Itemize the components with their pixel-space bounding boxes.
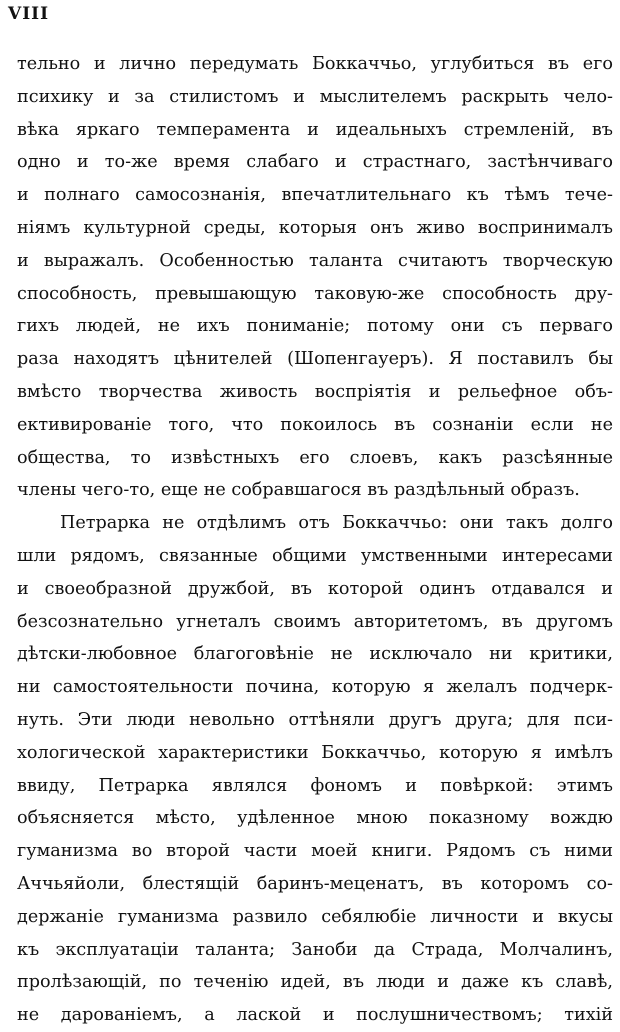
text-line: и полнаго самосознанія, впечатлительнаго къ тѣмъ тече-: [17, 185, 613, 206]
text-line: раза находятъ цѣнителей (Шопенгауеръ). Я поставилъ бы: [17, 349, 613, 370]
text-line: дѣтски-любовное благоговѣніе не исключало ни критики,: [17, 644, 613, 665]
text-line: къ эксплуатаціи таланта; Заноби да Страда, Молчалинъ,: [17, 939, 613, 960]
text-line: ни самостоятельности почина, которую я желалъ подчерк-: [17, 677, 613, 698]
text-line: Аччьяйоли, блестящій баринъ-меценатъ, въ которомъ со-: [17, 873, 613, 894]
text-line: пролѣзающій, по теченію идей, въ люди и даже къ славѣ,: [17, 972, 613, 993]
text-line: и своеобразной дружбой, въ которой одинъ отдавался и: [17, 578, 613, 599]
text-line: ніямъ культурной среды, которыя онъ живо воспринималъ: [17, 217, 613, 238]
text-line: ективированіе того, что покоилось въ сознаніи если не: [17, 414, 613, 435]
text-line: держаніе гуманизма развило себялюбіе личности и вкусы: [17, 906, 613, 927]
body-text: [0, 48, 620, 1032]
text-line: члены чего-то, еще не собравшагося въ раздѣльный образъ.: [17, 480, 580, 501]
text-line: нуть. Эти люди невольно оттѣняли другъ друга; для пси-: [17, 709, 613, 730]
text-line: общества, то извѣстныхъ его слоевъ, какъ разсѣянные: [17, 447, 613, 468]
text-line: объясняется мѣсто, удѣленное мною показному вождю: [17, 808, 613, 829]
text-line: безсознательно угнеталъ своимъ авторитетомъ, въ другомъ: [17, 611, 613, 632]
text-line: тельно и лично передумать Боккаччьо, углубиться въ его: [17, 54, 613, 74]
text-line: способность, превышающую таковую-же способность дру-: [17, 283, 613, 304]
text-line: гуманизма во второй части моей книги. Рядомъ съ ними: [17, 841, 613, 862]
text-line: одно и то-же время слабаго и страстнаго, застѣнчиваго: [17, 152, 613, 173]
paragraph: [0, 507, 620, 1032]
text-line: шли рядомъ, связанные общими умственными интересами: [17, 545, 613, 566]
text-line: психику и за стилистомъ и мыслителемъ раскрыть чело-: [17, 86, 613, 107]
text-line: ввиду, Петрарка являлся фономъ и повѣркой: этимъ: [17, 775, 613, 796]
text-line: вѣка яркаго темперамента и идеальныхъ стремленій, въ: [17, 119, 613, 140]
paragraph: [0, 48, 620, 507]
text-line: и выражалъ. Особенностью таланта считаютъ творческую: [17, 250, 613, 271]
text-line: вмѣсто творчества живость воспріятія и рельефное объ-: [17, 381, 613, 402]
text-line: не дарованіемъ, а лаской и послушничествомъ; тихій: [17, 1005, 613, 1026]
text-line: хологической характеристики Боккаччьо, которую я имѣлъ: [17, 742, 613, 763]
text-line: гихъ людей, не ихъ пониманіе; потому они съ перваго: [17, 316, 613, 337]
page-number: VIII: [8, 4, 50, 24]
text-line: Петрарка не отдѣлимъ отъ Боккаччьо: они такъ долго: [60, 513, 613, 534]
